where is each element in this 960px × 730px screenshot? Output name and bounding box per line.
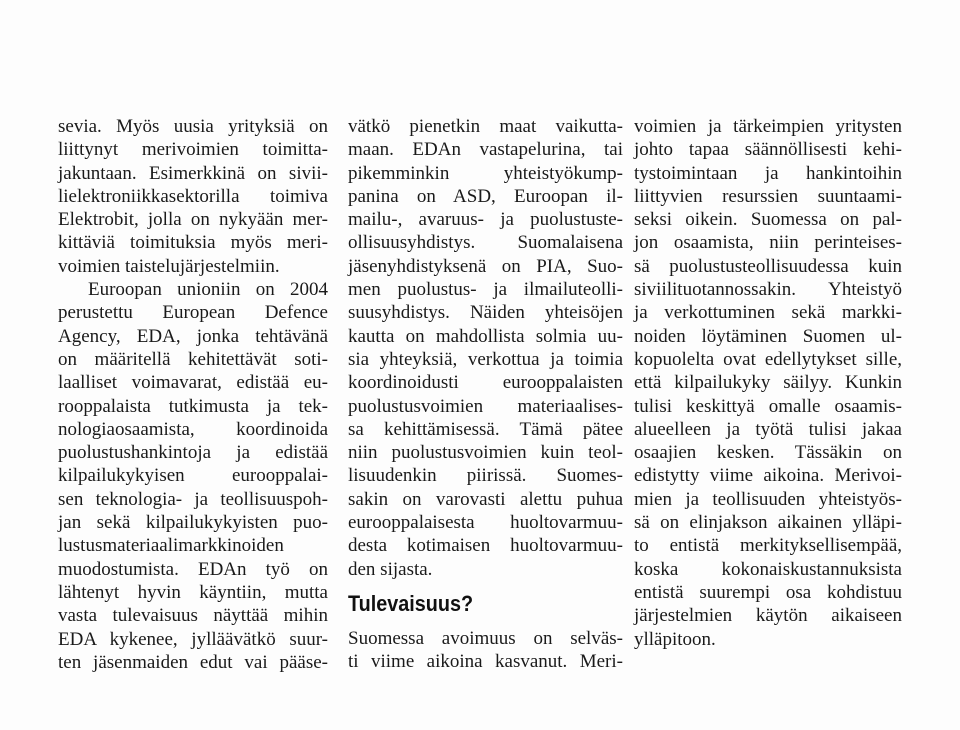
text-line: entistä suurempi osa kohdistuu: [634, 581, 902, 603]
text-line: sia yhteyksiä, verkottua ja toimia: [348, 348, 623, 370]
text-line: liittyvien resurssien suuntaami-: [634, 185, 902, 207]
text-line: puolustushankintoja ja edistää: [58, 442, 328, 464]
text-line: edistytty viime aikoina. Merivoi-: [634, 465, 902, 487]
text-line: kilpailukykyisen eurooppalai-: [58, 465, 328, 487]
text-line: tystoimintaan ja hankintoihin: [634, 162, 902, 184]
text-line: den sijasta.: [348, 558, 433, 580]
text-line: jakuntaan. Esimerkkinä on sivii-: [58, 162, 328, 184]
text-line: liittynyt merivoimien toimitta-: [58, 139, 328, 161]
text-line: Suomessa avoimuus on selväs-: [348, 627, 623, 649]
text-line: nologiaosaamista, koordinoida: [58, 418, 328, 440]
text-line: ja verkottuminen sekä markki-: [634, 302, 902, 324]
text-line: vasta tulevaisuus näyttää mihin: [58, 605, 328, 627]
text-line: sä on elinjakson aikainen ylläpi-: [634, 512, 902, 534]
text-line: vätkö pienetkin maat vaikutta-: [348, 116, 623, 137]
text-line: niin puolustusvoimien kuin teol-: [348, 442, 623, 464]
text-line: osaajien kesken. Tässäkin on: [634, 442, 902, 464]
text-line: panina on ASD, Euroopan il-: [348, 185, 623, 207]
text-line: desta kotimaisen huoltovarmuu-: [348, 535, 623, 557]
text-line: muodostumista. EDAn työ on: [58, 558, 328, 580]
text-line: lustusmateriaalimarkkinoiden: [58, 535, 284, 557]
text-line: ylläpitoon.: [634, 628, 716, 650]
text-line: Elektrobit, jolla on nykyään mer-: [58, 209, 328, 231]
text-line: pikemminkin yhteistyökump-: [348, 162, 623, 184]
text-line: alueelleen ja työtä tulisi jakaa: [634, 418, 902, 440]
text-line: jäsenyhdistyksenä on PIA, Suo-: [348, 255, 623, 277]
text-line: lielektroniikkasektorilla toimiva: [58, 185, 328, 207]
text-line: perustettu European Defence: [58, 302, 328, 324]
text-line: sä puolustusteollisuudessa kuin: [634, 255, 902, 277]
text-line: koska kokonaiskustannuksista: [634, 558, 902, 580]
text-line: noiden löytäminen Suomen ul-: [634, 325, 902, 347]
text-line: siviilituotannossakin. Yhteistyö: [634, 279, 902, 301]
text-line: men puolustus- ja ilmailuteolli-: [348, 279, 623, 301]
text-line: eurooppalaisesta huoltovarmuu-: [348, 512, 623, 534]
text-line: puolustusvoimien materiaalises-: [348, 395, 623, 417]
text-line: koordinoidusti eurooppalaisten: [348, 372, 623, 394]
text-line: voimien ja tärkeimpien yritysten: [634, 116, 902, 137]
text-line: rooppalaista tutkimusta ja tek-: [58, 395, 328, 417]
text-line: lisuudenkin piirissä. Suomes-: [348, 465, 623, 487]
text-line: mien ja teollisuuden yhteistyös-: [634, 488, 902, 510]
text-line: kittäviä toimituksia myös meri-: [58, 232, 328, 254]
text-line: EDA kykenee, jylläävätkö suur-: [58, 628, 328, 650]
text-line: seksi oikein. Suomessa on pal-: [634, 209, 902, 231]
text-line: jan sekä kilpailukykyisten puo-: [58, 512, 328, 534]
text-line: Agency, EDA, jonka tehtävänä: [58, 325, 328, 347]
text-line: mailu-, avaruus- ja puolustuste-: [348, 209, 623, 231]
text-line: voimien taistelujärjestelmiin.: [58, 255, 280, 277]
text-column-2: [348, 115, 623, 674]
text-line: lähtenyt hyvin käyntiin, mutta: [58, 581, 328, 603]
text-line: ollisuusyhdistys. Suomalaisena: [348, 232, 623, 254]
text-line: sen teknologia- ja teollisuuspoh-: [58, 488, 328, 510]
text-line: sakin on varovasti alettu puhua: [348, 488, 623, 510]
text-line: ti viime aikoina kasvanut. Meri-: [348, 651, 623, 673]
text-line: kopuolelta ovat edellytykset sille,: [634, 348, 902, 370]
text-line: järjestelmien käytön aikaiseen: [634, 605, 902, 627]
text-line: jon osaamista, niin perinteises-: [634, 232, 902, 254]
text-line: johto tapaa säännöllisesti kehi-: [634, 139, 902, 161]
text-line: ten jäsenmaiden edut vai pääse-: [58, 651, 328, 673]
section-heading: Tulevaisuus?: [348, 590, 474, 616]
text-line: Euroopan unioniin on 2004: [88, 279, 328, 301]
text-line: on määritellä kehitettävät soti-: [58, 348, 328, 370]
text-line: kautta on mahdollista solmia uu-: [348, 325, 623, 347]
text-line: sevia. Myös uusia yrityksiä on: [58, 116, 328, 137]
text-line: laalliset voimavarat, edistää eu-: [58, 372, 328, 394]
text-column-3: [634, 115, 902, 651]
text-line: sa kehittämisessä. Tämä pätee: [348, 418, 623, 440]
text-line: maan. EDAn vastapelurina, tai: [348, 139, 623, 161]
text-line: että kilpailukyky säilyy. Kunkin: [634, 372, 902, 394]
text-column-1: [58, 115, 328, 674]
text-line: suusyhdistys. Näiden yhteisöjen: [348, 302, 623, 324]
text-line: tulisi keskittyä omalle osaamis-: [634, 395, 902, 417]
text-line: to entistä merkityksellisempää,: [634, 535, 902, 557]
